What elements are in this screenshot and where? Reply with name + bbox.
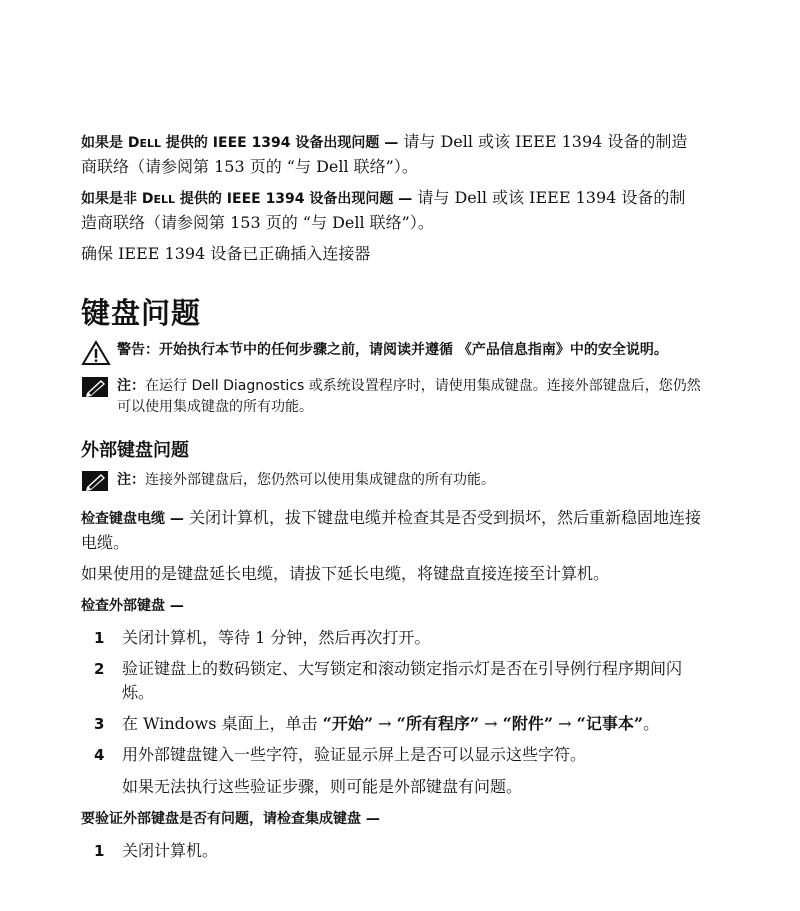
menu-start: “开始” xyxy=(322,714,374,733)
note-text: 注：在运行 Dell Diagnostics 或系统设置程序时，请使用集成键盘。连接外部键盘后，您仍然可以使用集成键盘的所有功能。 xyxy=(117,378,701,415)
step-number: 3 xyxy=(94,715,105,733)
step-text: 关闭计算机。 xyxy=(122,841,219,860)
paragraph-ensure-connected: 确保 IEEE 1394 设备已正确插入连接器 xyxy=(81,244,371,263)
warning-box xyxy=(81,340,701,366)
paragraph-non-dell-1394 xyxy=(81,186,701,234)
paragraph-check-integrated xyxy=(81,806,701,831)
step-number: 1 xyxy=(94,842,105,860)
step-number: 4 xyxy=(94,746,105,764)
step-text: 用外部键盘键入一些字符，验证显示屏上是否可以显示这些字符。 xyxy=(122,745,587,764)
paragraph-check-external xyxy=(81,593,701,618)
lead-check-cable: 检查键盘电缆 — xyxy=(81,511,184,527)
note-pencil-icon xyxy=(81,470,117,496)
step-text: 关闭计算机，等待 1 分钟，然后再次打开。 xyxy=(122,628,431,647)
warning-triangle-icon xyxy=(81,340,117,366)
lead-check-external: 检查外部键盘 — xyxy=(81,598,184,614)
note-text-external: 注：连接外部键盘后，您仍然可以使用集成键盘的所有功能。 xyxy=(117,472,495,488)
list-item xyxy=(81,657,701,705)
list-item xyxy=(81,839,701,863)
lead-dell-1394: 如果是 DELL 提供的 IEEE 1394 设备出现问题 — xyxy=(81,135,399,151)
paragraph-extension-cable: 如果使用的是键盘延长电缆，请拔下延长电缆，将键盘直接连接至计算机。 xyxy=(81,564,610,583)
lead-check-integrated: 要验证外部键盘是否有问题，请检查集成键盘 — xyxy=(81,811,380,827)
menu-all-programs: “所有程序” xyxy=(396,714,480,733)
body-dell-1394: 请与 Dell 或该 IEEE 1394 设备的制造商联络（请参阅第 153 页的 “与 Dell 联络”）。 xyxy=(81,132,688,176)
menu-accessories: “附件” xyxy=(502,714,554,733)
step-text: 在 Windows 桌面上，单击 “开始” → “所有程序” → “附件” → “记事本”。 xyxy=(122,714,660,733)
subsection-title-external-keyboard: 外部键盘问题 xyxy=(81,440,189,461)
note-box xyxy=(81,376,701,418)
steps-list-integrated xyxy=(81,839,701,863)
body-non-dell-1394: 请与 Dell 或该 IEEE 1394 设备的制造商联络（请参阅第 153 页的 “与 Dell 联络”）。 xyxy=(81,188,686,232)
note-pencil-icon xyxy=(81,376,117,402)
body-check-cable: 关闭计算机，拔下键盘电缆并检查其是否受到损坏，然后重新稳固地连接电缆。 xyxy=(81,508,701,552)
paragraph-check-cable xyxy=(81,506,701,554)
list-item xyxy=(81,712,701,736)
section-title-keyboard: 键盘问题 xyxy=(81,296,202,330)
step-text: 验证键盘上的数码锁定、大写锁定和滚动锁定指示灯是否在引导例行程序期间闪烁。 xyxy=(122,659,683,702)
step-number: 2 xyxy=(94,660,105,678)
steps-list-external xyxy=(81,626,701,767)
paragraph-followup: 如果无法执行这些验证步骤，则可能是外部键盘有问题。 xyxy=(122,777,523,796)
list-item xyxy=(81,743,701,767)
note-box-external xyxy=(81,470,701,496)
list-item xyxy=(81,626,701,650)
document-page xyxy=(81,130,701,871)
menu-notepad: “记事本” xyxy=(576,714,644,733)
warning-text: 警告：开始执行本节中的任何步骤之前，请阅读并遵循 《产品信息指南》中的安全说明。 xyxy=(117,342,668,358)
lead-non-dell-1394: 如果是非 DELL 提供的 IEEE 1394 设备出现问题 — xyxy=(81,191,413,207)
step-number: 1 xyxy=(94,629,105,647)
paragraph-dell-1394 xyxy=(81,130,701,178)
